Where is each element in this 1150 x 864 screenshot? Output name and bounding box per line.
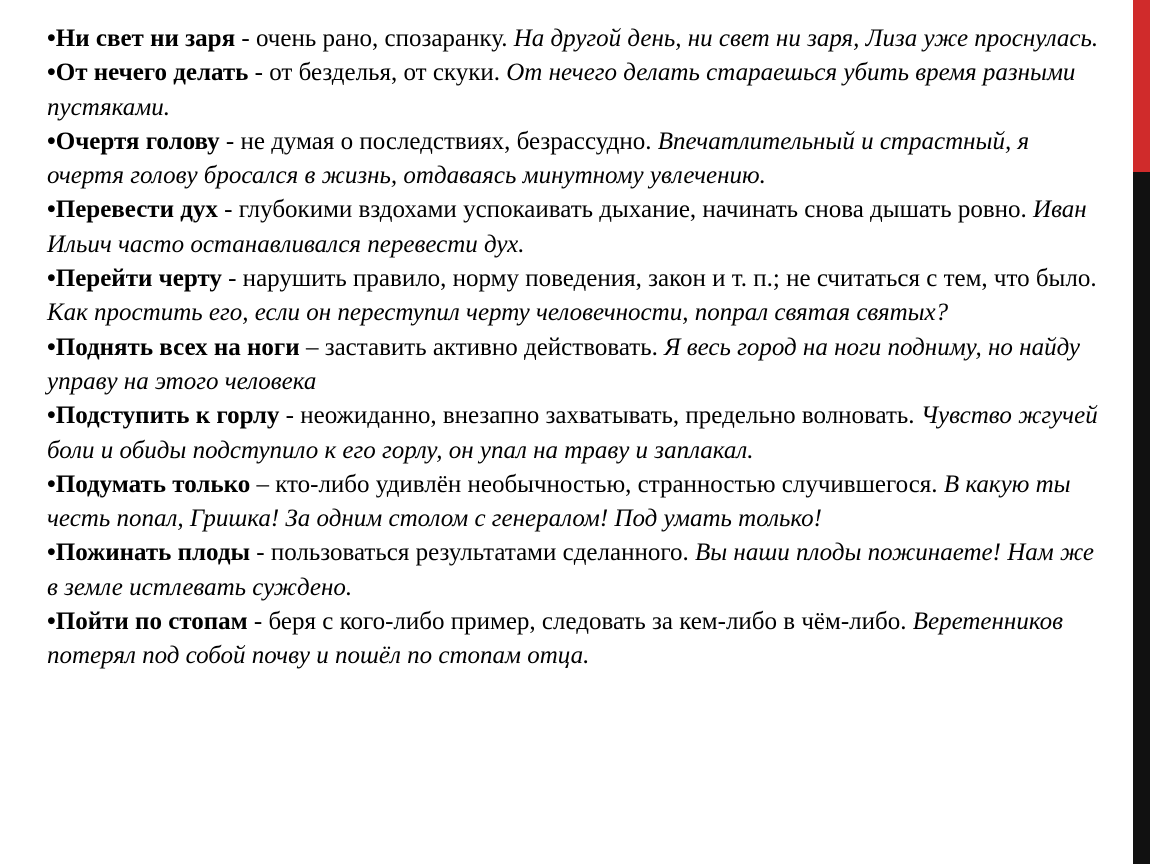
- idiom-definition: - беря с кого-либо пример, следовать за кем-либо в чём-либо.: [247, 608, 913, 636]
- idiom-entry: [47, 125, 1102, 194]
- idiom-term: •Перейти черту: [47, 265, 222, 293]
- idiom-term: •Пойти по стопам: [47, 608, 248, 636]
- idiom-term: •От нечего делать: [47, 59, 249, 87]
- idiom-example: Как простить его, если он переступил черту человечности, попрал святая святых?: [47, 299, 949, 327]
- idiom-definition: - глубокими вздохами успокаивать дыхание, начинать снова дышать ровно.: [217, 196, 1034, 224]
- idiom-entry: [47, 22, 1102, 56]
- idiom-example: Иван Ильич часто останавливался перевести дух.: [47, 196, 1087, 258]
- accent-bar-red: [1133, 0, 1150, 172]
- idiom-definition: - не думая о последствиях, безрассудно.: [219, 127, 658, 155]
- idiom-term: •Перевести дух: [47, 196, 218, 224]
- idiom-term: •Ни свет ни заря: [47, 25, 236, 52]
- idiom-term: •Очертя голову: [47, 127, 220, 155]
- idiom-example: Вы наши плоды пожинаете! Нам же в земле истлевать суждено.: [47, 539, 1094, 601]
- idiom-entry: [47, 399, 1102, 468]
- accent-bar-black: [1133, 172, 1150, 864]
- idiom-entry: [47, 193, 1102, 262]
- idiom-example: В какую ты честь попал, Гришка! За одним столом с генералом! Под умать только!: [47, 470, 1071, 533]
- idiom-term: •Поднять всех на ноги: [47, 333, 300, 361]
- idiom-definition: - нарушить правило, норму поведения, закон и т. п.; не считаться с тем, что было.: [221, 265, 1097, 293]
- idiom-example: От нечего делать стараешься убить время разными пустяками.: [47, 59, 1076, 121]
- idiom-example: Я весь город на ноги подниму, но найду управу на этого человека: [47, 333, 1080, 395]
- idiom-definition: - от безделья, от скуки.: [248, 59, 507, 87]
- idiom-example: Впечатлительный и страстный, я очертя голову бросался в жизнь, отдаваясь минутному увлечению.: [47, 127, 1030, 190]
- idiom-example: Чувство жгучей боли и обиды подступило к его горлу, он упал на траву и заплакал.: [47, 402, 1098, 464]
- idiom-term: •Подступить к горлу: [47, 402, 280, 430]
- idiom-entry: [47, 56, 1102, 125]
- idiom-term: •Пожинать плоды: [47, 539, 250, 567]
- idiom-entry: [47, 468, 1102, 537]
- idiom-definition: - неожиданно, внезапно захватывать, предельно волновать.: [279, 402, 921, 430]
- idiom-entry: [47, 605, 1102, 674]
- idiom-definition: - очень рано, спозаранку.: [235, 25, 514, 52]
- idiom-entry: [47, 331, 1102, 400]
- idiom-list: [47, 22, 1102, 674]
- idiom-entry: [47, 262, 1102, 331]
- idiom-example: Веретенников потерял под собой почву и пошёл по стопам отца.: [47, 608, 1063, 670]
- idiom-term: •Подумать только: [47, 470, 251, 498]
- idiom-definition: – кто-либо удивлён необычностью, странностью случившегося.: [250, 470, 944, 498]
- idiom-entry: [47, 536, 1102, 605]
- idiom-example: На другой день, ни свет ни заря, Лиза уже проснулась.: [513, 25, 1099, 52]
- idiom-definition: – заставить активно действовать.: [299, 333, 665, 361]
- idiom-definition: - пользоваться результатами сделанного.: [250, 539, 695, 567]
